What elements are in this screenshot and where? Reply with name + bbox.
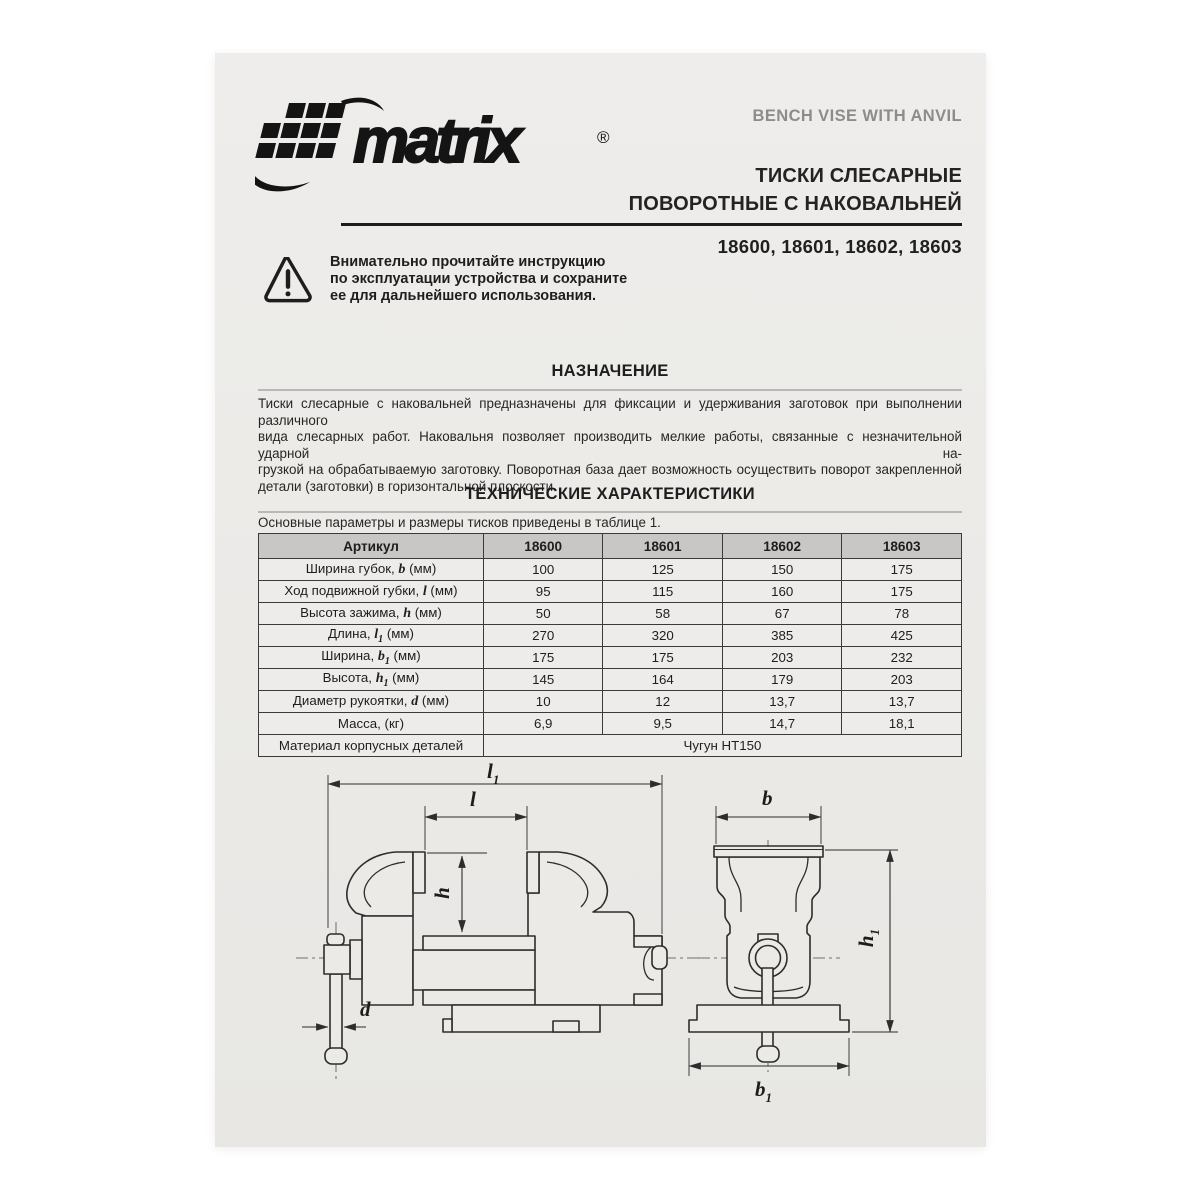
warning-text bbox=[330, 254, 630, 305]
base-foot bbox=[443, 1019, 452, 1032]
param-value-cell: 18,1 bbox=[842, 713, 962, 735]
param-value-cell: 320 bbox=[603, 625, 723, 647]
param-value-cell: 145 bbox=[483, 669, 603, 691]
vise-slide-bar-top bbox=[423, 936, 535, 950]
jaw-plate-left bbox=[413, 852, 425, 893]
handle-rod bbox=[330, 974, 342, 1051]
param-variable: $h_1$ bbox=[375, 671, 389, 689]
table-row bbox=[259, 647, 962, 669]
param-value-cell: 175 bbox=[483, 647, 603, 669]
handle-ball bbox=[325, 1048, 347, 1064]
handle-knob-top bbox=[327, 934, 344, 945]
base-lug bbox=[553, 1021, 579, 1032]
param-value-cell: 425 bbox=[842, 625, 962, 647]
brand-wordmark: matrix bbox=[353, 106, 519, 176]
table-row bbox=[259, 669, 962, 691]
product-title-line1: ТИСКИ СЛЕСАРНЫЕ bbox=[755, 165, 962, 187]
vise-slide-bar-bottom bbox=[423, 990, 535, 1005]
jaw-top-plate bbox=[714, 846, 823, 857]
param-value-cell: 78 bbox=[842, 603, 962, 625]
param-value-cell: 9,5 bbox=[603, 713, 723, 735]
param-value-cell: 95 bbox=[483, 581, 603, 603]
param-value-cell: 385 bbox=[722, 625, 842, 647]
technical-drawing bbox=[240, 745, 980, 1140]
screw-end bbox=[652, 946, 667, 969]
article-numbers: 18600, 18601, 18602, 18603 bbox=[717, 236, 962, 257]
param-label-cell: Высота, $h_1$ (мм) bbox=[259, 669, 484, 691]
handle-collar bbox=[350, 940, 362, 979]
table-row bbox=[259, 713, 962, 735]
warning-block bbox=[263, 254, 630, 305]
section-divider bbox=[258, 389, 962, 391]
title-divider bbox=[341, 223, 962, 226]
header-right bbox=[629, 107, 962, 218]
param-value-cell: 115 bbox=[603, 581, 723, 603]
param-value-cell: 175 bbox=[603, 647, 723, 669]
table-row bbox=[259, 625, 962, 647]
param-value-cell: 175 bbox=[842, 581, 962, 603]
dim-label-h: h bbox=[430, 887, 454, 899]
purpose-text bbox=[258, 396, 962, 496]
purpose-line: детали (заготовки) в горизонтальной плоскости. bbox=[258, 478, 557, 494]
param-label-cell: Диаметр рукоятки, d (мм) bbox=[259, 691, 484, 713]
param-label-cell: Ход подвижной губки, l (мм) bbox=[259, 581, 484, 603]
warning-line: по эксплуатации устройства и сохраните bbox=[330, 271, 628, 287]
logo-grid-icon bbox=[255, 103, 346, 158]
param-value-cell: 175 bbox=[842, 559, 962, 581]
vise-sliding-jaw-block bbox=[362, 916, 413, 1005]
param-label-cell: Масса, (кг) bbox=[259, 713, 484, 735]
param-value-cell: 10 bbox=[483, 691, 603, 713]
param-value-cell: 203 bbox=[722, 647, 842, 669]
param-variable: $b_1$ bbox=[377, 649, 390, 667]
purpose-line: Тиски слесарные с наковальней предназначены для фиксации и удерживания заготовок при выполнении различного bbox=[258, 396, 962, 428]
param-variable: h bbox=[403, 606, 411, 621]
product-title-line2: ПОВОРОТНЫЕ С НАКОВАЛЬНЕЙ bbox=[628, 193, 962, 215]
vise-screw-housing bbox=[413, 950, 535, 990]
extension-line bbox=[716, 806, 821, 844]
param-variable: $l_1$ bbox=[374, 627, 384, 645]
param-value-cell: 14,7 bbox=[722, 713, 842, 735]
specs-intro: Основные параметры и размеры тисков приведены в таблице 1. bbox=[258, 515, 661, 530]
section-heading-purpose: НАЗНАЧЕНИЕ bbox=[551, 362, 669, 380]
param-value-cell: 150 bbox=[722, 559, 842, 581]
col-header-article: 18600 bbox=[483, 534, 603, 559]
swivel-base bbox=[689, 1005, 849, 1032]
dim-label-b: b bbox=[762, 786, 773, 810]
param-label-cell: Ширина, $b_1$ (мм) bbox=[259, 647, 484, 669]
param-value-cell: 13,7 bbox=[722, 691, 842, 713]
col-header-article: 18603 bbox=[842, 534, 962, 559]
warning-line: ее для дальнейшего использования. bbox=[330, 288, 597, 304]
table-row bbox=[259, 603, 962, 625]
param-value-cell: 160 bbox=[722, 581, 842, 603]
side-view bbox=[296, 759, 700, 1080]
manual-page bbox=[215, 53, 986, 1147]
screw-hole bbox=[756, 946, 781, 971]
table-row bbox=[259, 691, 962, 713]
param-value-cell: 6,9 bbox=[483, 713, 603, 735]
section-divider bbox=[258, 511, 962, 513]
warning-line: Внимательно прочитайте инструкцию bbox=[330, 254, 606, 270]
param-variable: d bbox=[411, 694, 419, 709]
section-heading-specs: ТЕХНИЧЕСКИЕ ХАРАКТЕРИСТИКИ bbox=[465, 485, 755, 503]
jaw-plate-right bbox=[527, 852, 539, 893]
col-header-param: Артикул bbox=[259, 534, 484, 559]
purpose-line: вида слесарных работ. Наковальня позволяет производить мелкие работы, связанные с незначительной ударной на- bbox=[258, 429, 962, 461]
dim-label-d: d bbox=[360, 997, 371, 1021]
param-label-cell: Длина, $l_1$ (мм) bbox=[259, 625, 484, 647]
warning-icon bbox=[263, 257, 313, 303]
param-value-cell: 50 bbox=[483, 603, 603, 625]
table-row bbox=[259, 559, 962, 581]
param-value-cell: 203 bbox=[842, 669, 962, 691]
col-header-article: 18602 bbox=[722, 534, 842, 559]
logo-swoosh-bottom-icon bbox=[255, 175, 310, 191]
dim-label-l: l bbox=[470, 787, 476, 811]
spec-table bbox=[258, 533, 962, 757]
brand-logo bbox=[255, 95, 625, 227]
table-header-row bbox=[259, 534, 962, 559]
param-value-cell: 12 bbox=[603, 691, 723, 713]
dim-label-h1: $h_1$ bbox=[854, 928, 882, 948]
dim-label-l1: $l_1$ bbox=[487, 759, 500, 787]
handle-nut bbox=[324, 945, 350, 974]
anvil-foot bbox=[634, 994, 662, 1005]
table-row bbox=[259, 581, 962, 603]
front-view bbox=[689, 786, 898, 1105]
col-header-article: 18601 bbox=[603, 534, 723, 559]
registered-mark: ® bbox=[597, 128, 610, 147]
vise-fixed-body bbox=[528, 852, 662, 1005]
param-variable: b bbox=[398, 562, 406, 577]
param-value-cell: 164 bbox=[603, 669, 723, 691]
purpose-line: грузкой на обрабатываемую заготовку. Поворотная база дает возможность осуществить поворот закрепленной bbox=[258, 462, 962, 478]
param-value-cell: 232 bbox=[842, 647, 962, 669]
param-value-cell: 100 bbox=[483, 559, 603, 581]
param-value-cell: 67 bbox=[722, 603, 842, 625]
param-value-cell: 125 bbox=[603, 559, 723, 581]
param-label-cell: Высота зажима, h (мм) bbox=[259, 603, 484, 625]
product-name-en: BENCH VISE WITH ANVIL bbox=[752, 107, 962, 125]
material-value-cell: Чугун HT150 bbox=[483, 735, 961, 757]
param-value-cell: 179 bbox=[722, 669, 842, 691]
handle-ball bbox=[757, 1046, 779, 1062]
param-variable: l bbox=[422, 584, 427, 599]
dim-label-b1: $b_1$ bbox=[755, 1077, 772, 1105]
material-label-cell: Материал корпусных деталей bbox=[259, 735, 484, 757]
extension-line bbox=[425, 806, 527, 850]
param-label-cell: Ширина губок, b (мм) bbox=[259, 559, 484, 581]
param-value-cell: 58 bbox=[603, 603, 723, 625]
param-value-cell: 270 bbox=[483, 625, 603, 647]
param-value-cell: 13,7 bbox=[842, 691, 962, 713]
